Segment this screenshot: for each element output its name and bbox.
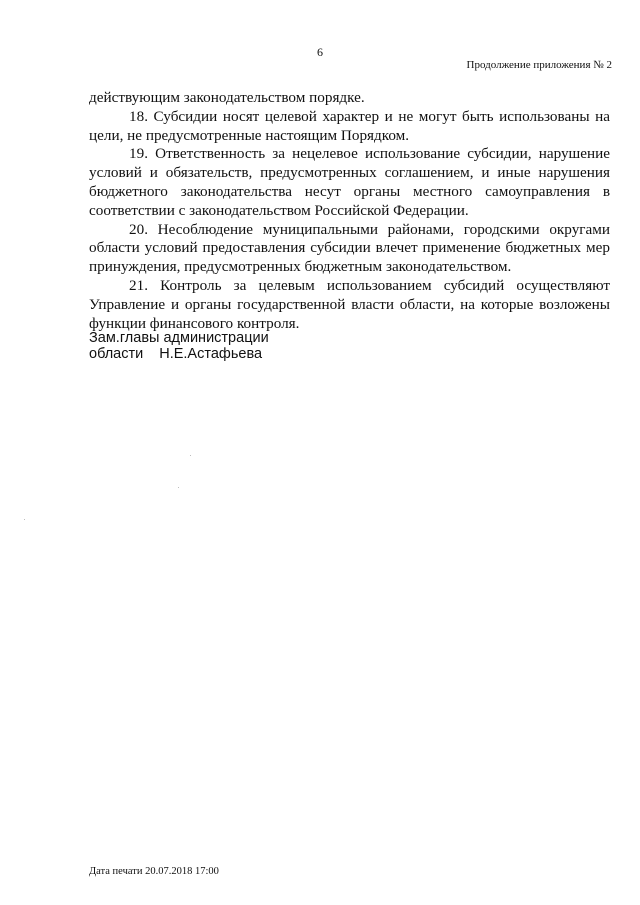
signature-name: Н.Е.Астафьева — [159, 346, 263, 362]
signature-title: Зам.главы администрации — [89, 330, 269, 346]
signature-line — [89, 346, 269, 362]
scan-artifact — [24, 519, 25, 520]
paragraph-18: 18. Субсидии носят целевой характер и не могут быть использованы на цели, не предусмотренные настоящим Порядком. — [89, 107, 610, 144]
page-number: 6 — [317, 45, 323, 59]
document-body — [89, 89, 610, 333]
scan-artifact — [178, 487, 179, 488]
appendix-continuation-note: Продолжение приложения № 2 — [466, 59, 612, 71]
paragraph-continuation: действующим законодательством порядке. — [89, 89, 365, 106]
paragraph-21: 21. Контроль за целевым использованием субсидий осуществляют Управление и органы государственной власти области, на которые возложены функции финансового контроля. — [89, 276, 610, 332]
print-date: Дата печати 20.07.2018 17:00 — [89, 866, 219, 877]
signature-org: области — [89, 346, 144, 362]
paragraph-20: 20. Несоблюдение муниципальными районами, городскими округами области условий предоставления субсидии влечет применение бюджетных мер принуждения, предусмотренных бюджетным законодательством. — [89, 220, 610, 276]
signature-block — [89, 330, 269, 362]
scan-artifact — [190, 455, 191, 456]
paragraph-19: 19. Ответственность за нецелевое использование субсидии, нарушение условий и обязательств, предусмотренных соглашением, и иные нарушения бюджетного законодательства несут органы местного самоуправления в соответствии с законодательством Российской Федерации. — [89, 145, 610, 219]
